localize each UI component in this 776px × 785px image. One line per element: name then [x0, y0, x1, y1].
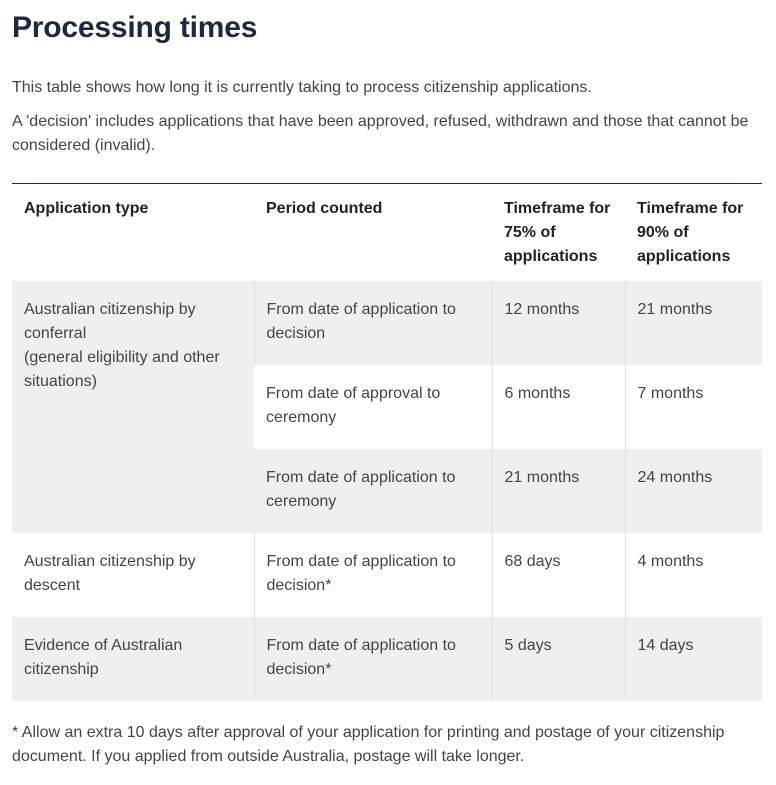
decision-definition-text: A 'decision' includes applications that have been approved, refused, withdrawn and those that cannot be considered (invalid).	[12, 113, 749, 154]
table-header-row	[12, 184, 762, 282]
timeframe-75-cell: 12 months	[492, 281, 625, 365]
period-cell: From date of application to decision*	[254, 617, 492, 701]
footnote-text: * Allow an extra 10 days after approval of your application for printing and postage of your citizenship document. If you applied from outside Australia, postage will take longer.	[12, 724, 725, 765]
conferral-type-line2: (general eligibility and other situations)	[24, 349, 220, 390]
period-cell: From date of application to decision*	[254, 533, 492, 617]
timeframe-90-cell: 14 days	[625, 617, 762, 701]
page-title: Processing times	[12, 11, 258, 44]
timeframe-90-cell: 24 months	[625, 449, 762, 533]
table-row	[12, 533, 762, 617]
period-cell: From date of application to ceremony	[254, 449, 492, 533]
header-application-type: Application type	[24, 200, 149, 217]
timeframe-90-cell: 4 months	[625, 533, 762, 617]
application-type-cell: Evidence of Australian citizenship	[12, 617, 254, 701]
header-timeframe-90: Timeframe for 90% of applications	[637, 200, 744, 265]
conferral-type-line1: Australian citizenship by conferral	[24, 301, 196, 342]
timeframe-90-cell: 21 months	[625, 281, 762, 365]
period-cell: From date of application to decision	[254, 281, 492, 365]
table-row	[12, 281, 762, 365]
header-timeframe-75: Timeframe for 75% of applications	[504, 200, 611, 265]
timeframe-75-cell: 5 days	[492, 617, 625, 701]
header-period-counted: Period counted	[266, 200, 383, 217]
application-type-cell: Australian citizenship by descent	[12, 533, 254, 617]
intro-text: This table shows how long it is currently taking to process citizenship applications.	[12, 79, 592, 96]
timeframe-75-cell: 6 months	[492, 365, 625, 449]
timeframe-90-cell: 7 months	[625, 365, 762, 449]
period-cell: From date of approval to ceremony	[254, 365, 492, 449]
conferral-application-type	[12, 281, 254, 533]
timeframe-75-cell: 21 months	[492, 449, 625, 533]
table-row	[12, 617, 762, 701]
processing-times-table	[12, 183, 762, 701]
timeframe-75-cell: 68 days	[492, 533, 625, 617]
